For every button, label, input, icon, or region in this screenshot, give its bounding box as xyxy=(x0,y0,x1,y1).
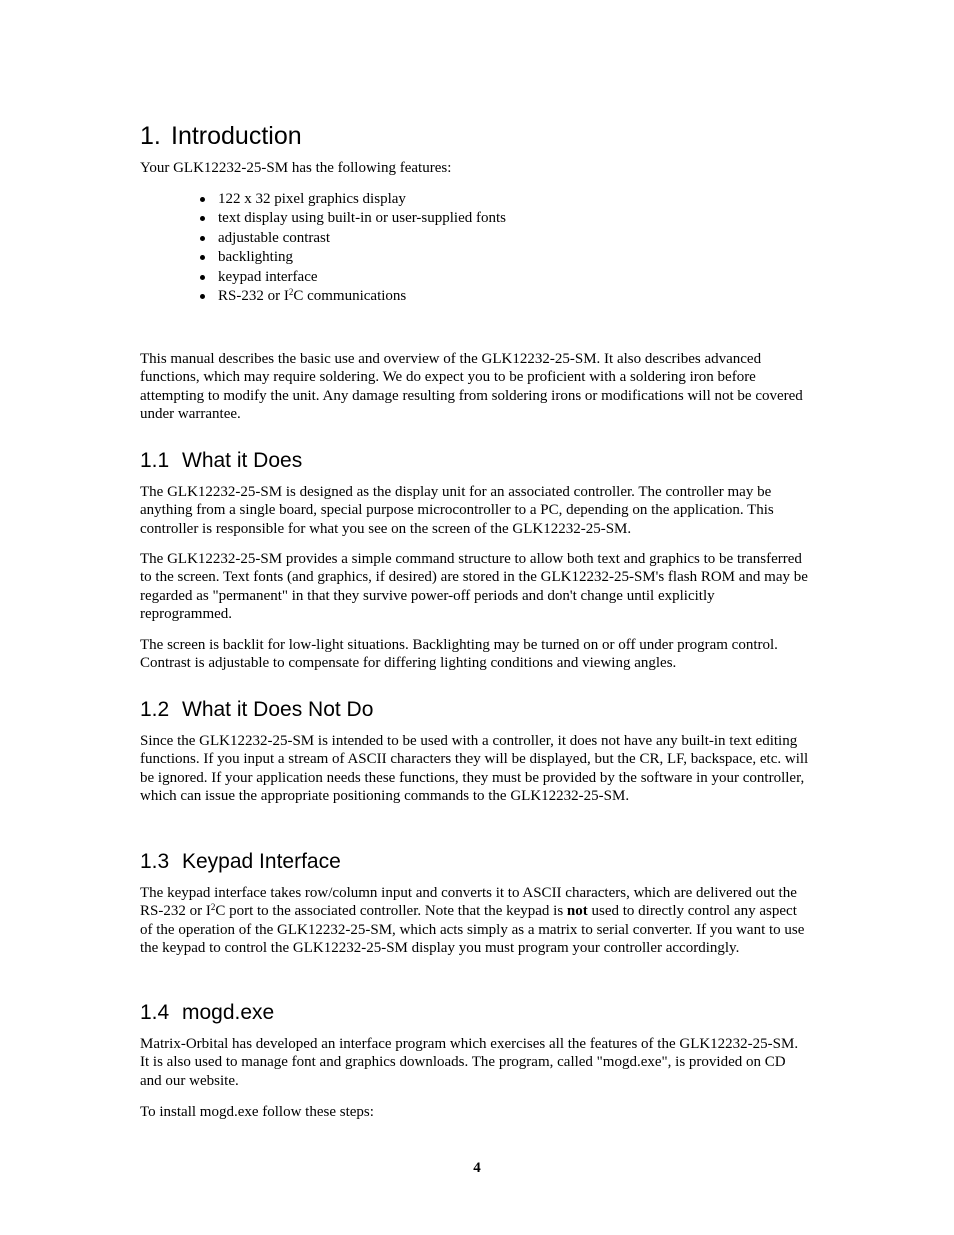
feature-item: keypad interface xyxy=(198,268,506,287)
section-1-4-heading xyxy=(140,1000,274,1026)
paragraph: To install mogd.exe follow these steps: xyxy=(140,1104,374,1120)
emphasis: not xyxy=(566,903,588,920)
section-1-3-heading xyxy=(140,849,341,875)
superscript: 2 xyxy=(210,902,216,913)
manual-paragraph: This manual describes the basic use and overview of the GLK12232-25-SM. It also describes advanced functions, which may require soldering. We do expect you to be proficient with a soldering iron before attempting to modify the unit. Any damage resulting from soldering irons or modifications will not be covered under warrantee. xyxy=(140,351,803,423)
paragraph: The GLK12232-25-SM provides a simple command structure to allow both text and graphics to be transferred to the screen. Text fonts (and graphics, if desired) are stored in the GLK12232-25-SM's flash ROM and may be regarded as "permanent" in that they survive power-off periods and don't change until explicitly reprogrammed. xyxy=(140,551,808,623)
feature-item: adjustable contrast xyxy=(198,229,506,248)
page-number: 4 xyxy=(473,1160,481,1176)
section-number: 1.4 xyxy=(140,1001,170,1024)
section-number: 1. xyxy=(140,122,161,150)
feature-item: text display using built-in or user-supplied fonts xyxy=(198,209,506,228)
section-title: What it Does Not Do xyxy=(182,698,374,721)
text-run: used to directly control any aspect of the operation of the GLK12232-25-SM, which acts simply as a matrix to serial converter. If you want to use the keypad to control the GLK12232-25-SM display you must program your controller accordingly. xyxy=(140,903,805,957)
feature-list xyxy=(198,190,506,306)
text-run: The keypad interface takes row/column input and converts it to ASCII characters, which are delivered out the RS-232 or I xyxy=(140,885,797,920)
section-number: 1.1 xyxy=(140,449,170,472)
paragraph: The GLK12232-25-SM is designed as the display unit for an associated controller. The controller may be anything from a single board, special purpose microcontroller to a PC, depending on the application. This controller is responsible for what you see on the screen of the GLK12232-25-SM. xyxy=(140,484,774,537)
section-number: 1.2 xyxy=(140,698,170,721)
paragraph: Since the GLK12232-25-SM is intended to be used with a controller, it does not have any built-in text editing functions. If you input a stream of ASCII characters they will be displayed, but the CR, LF, backspace, etc. will be ignored. If your application needs these functions, they must be provided by the software in your controller, which can issue the appropriate positioning commands to the GLK12232-25-SM. xyxy=(140,733,809,805)
feature-item: backlighting xyxy=(198,248,506,267)
feature-item: 122 x 32 pixel graphics display xyxy=(198,190,506,209)
intro-text: Your GLK12232-25-SM has the following features: xyxy=(140,160,452,176)
section-number: 1.3 xyxy=(140,850,170,873)
feature-item xyxy=(198,287,506,306)
section-title: What it Does xyxy=(182,449,303,472)
keypad-paragraph xyxy=(140,884,810,958)
section-1-1-heading xyxy=(140,448,302,474)
paragraph: Matrix-Orbital has developed an interface program which exercises all the features of the GLK12232-25-SM. It is also used to manage font and graphics downloads. The program, called "mogd.exe", is provided on CD and our website. xyxy=(140,1036,799,1089)
feature-text: C communications xyxy=(293,288,407,305)
section-1-2-heading xyxy=(140,697,373,723)
section-title: mogd.exe xyxy=(182,1001,275,1024)
feature-text: RS-232 or I xyxy=(218,288,289,305)
superscript: 2 xyxy=(288,287,294,298)
text-run: C port to the associated controller. Note that the keypad is xyxy=(215,903,567,920)
paragraph: The screen is backlit for low-light situations. Backlighting may be turned on or off under program control. Contrast is adjustable to compensate for differing lighting conditions and viewing angles. xyxy=(140,637,778,672)
section-title: Keypad Interface xyxy=(182,850,341,873)
section-title: Introduction xyxy=(171,122,302,150)
section-1-heading xyxy=(140,120,302,152)
